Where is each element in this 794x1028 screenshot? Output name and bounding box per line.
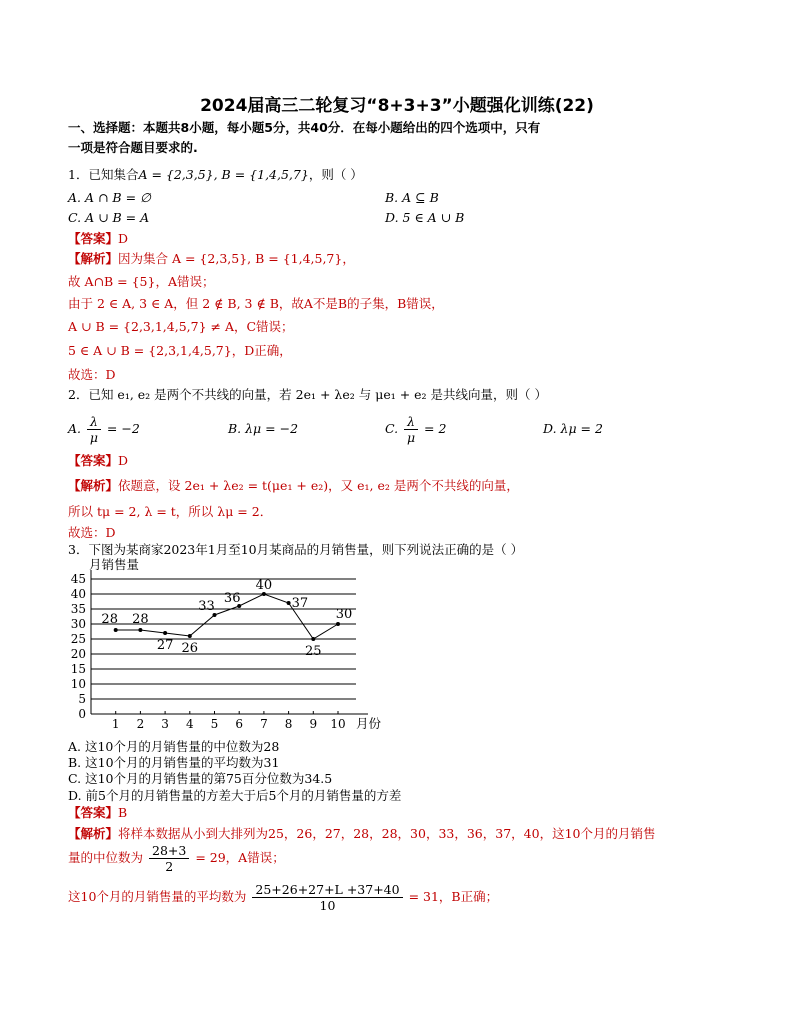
- y-tick-label: 10: [70, 677, 86, 691]
- q3-option-d: D. 前5个月的月销售量的方差大于后5个月的月销售量的方差: [68, 788, 402, 803]
- q1-analysis-2: 故 A∩B = {5}，A错误；: [68, 274, 215, 289]
- q1-option-a: A. A ∩ B = ∅: [68, 190, 151, 205]
- q3-answer: 【答案】B: [68, 805, 128, 820]
- y-axis-label: 月销售量: [89, 557, 140, 572]
- data-label: 28: [132, 612, 149, 627]
- q2-stem: 2．已知 e₁, e₂ 是两个不共线的向量，若 2e₁ + λe₂ 与 μe₁ + e₂ 是共线向量，则（ ）: [68, 387, 548, 402]
- x-tick-label: 8: [284, 717, 293, 731]
- q3-option-a: A. 这10个月的月销售量的中位数为28: [68, 739, 280, 754]
- x-tick-label: 7: [260, 717, 268, 731]
- q3-option-c: C. 这10个月的月销售量的第75百分位数为34.5: [68, 771, 333, 786]
- q2-analysis-1: 【解析】依题意，设 2e₁ + λe₂ = t(μe₁ + e₂)，又 e₁, e₂ 是两个不共线的向量，: [68, 478, 519, 493]
- y-tick-label: 25: [70, 632, 86, 646]
- data-point: [114, 628, 118, 632]
- y-tick-label: 35: [70, 602, 86, 616]
- x-tick-label: 5: [210, 717, 219, 731]
- data-point: [336, 622, 340, 626]
- y-tick-label: 20: [70, 647, 86, 661]
- x-tick-label: 3: [161, 717, 169, 731]
- q3-option-b: B. 这10个月的月销售量的平均数为31: [68, 755, 280, 770]
- y-tick-label: 40: [70, 587, 86, 601]
- q1-answer: 【答案】D: [68, 231, 129, 246]
- q1-option-b: B. A ⊆ B: [385, 190, 439, 205]
- data-label: 36: [223, 591, 241, 606]
- x-tick-label: 1: [111, 717, 120, 731]
- y-tick-label: 5: [78, 692, 86, 706]
- data-label: 30: [335, 607, 353, 622]
- data-label: 28: [101, 612, 118, 627]
- q1-analysis-5: 5 ∈ A ∪ B = {2,3,1,4,5,7}，D正确，: [68, 343, 292, 358]
- data-label: 27: [156, 638, 174, 653]
- q2-option-d: D. λμ = 2: [543, 421, 603, 436]
- y-tick-label: 45: [70, 572, 86, 586]
- q1-analysis-6: 故选：D: [68, 367, 116, 382]
- data-point: [163, 631, 167, 635]
- x-tick-label: 6: [235, 717, 244, 731]
- q1-stem: 1．已知集合A = {2,3,5}, B = {1,4,5,7}，则（ ）: [68, 167, 363, 182]
- data-point: [287, 601, 291, 605]
- data-point: [188, 634, 192, 638]
- data-label: 40: [255, 578, 273, 593]
- q2-analysis-2: 所以 tμ = 2, λ = t，所以 λμ = 2．: [68, 504, 273, 519]
- q3-analysis-2: 量的中位数为 $\frac{28+3}{2}$ = 29，A错误；: [68, 843, 285, 874]
- section-heading-2: 一项是符合题目要求的.: [68, 140, 198, 155]
- q3-analysis-1: 【解析】将样本数据从小到大排列为25，26，27，28，28，30，33，36，37，40，这10个月的月销售: [68, 826, 656, 841]
- y-tick-label: 0: [78, 707, 86, 721]
- section-heading: 一、选择题：本题共8小题，每小题5分，共40分．在每小题给出的四个选项中，只有: [68, 120, 541, 135]
- q1-option-d: D. 5 ∈ A ∪ B: [385, 210, 465, 225]
- q2-option-b: B. λμ = −2: [228, 421, 299, 436]
- y-tick-label: 15: [70, 662, 86, 676]
- data-point: [311, 637, 315, 641]
- q2-option-c: C. $\frac{\lambda}{\mu}$ = 2: [385, 414, 447, 445]
- document-title: 2024届高三二轮复习“8+3+3”小题强化训练(22): [200, 96, 594, 116]
- data-label: 37: [291, 596, 309, 611]
- q2-analysis-3: 故选：D: [68, 525, 116, 540]
- monthly-sales-chart: [68, 556, 398, 736]
- q3-stem: 3．下图为某商家2023年1月至10月某商品的月销售量，则下列说法正确的是（ ）: [68, 542, 524, 557]
- q1-analysis-4: A ∪ B = {2,3,1,4,5,7} ≠ A，C错误；: [68, 319, 294, 334]
- data-point: [138, 628, 142, 632]
- x-tick-label: 4: [185, 717, 194, 731]
- y-tick-label: 30: [70, 617, 86, 631]
- q2-option-a: A. $\frac{\lambda}{\mu}$ = −2: [68, 414, 140, 445]
- q1-option-c: C. A ∪ B = A: [68, 210, 150, 225]
- data-label: 25: [305, 644, 322, 659]
- q1-analysis-1: 【解析】因为集合 A = {2,3,5}, B = {1,4,5,7}，: [68, 251, 355, 266]
- x-tick-label: 2: [136, 717, 145, 731]
- q3-analysis-3: 这10个月的月销售量的平均数为 $\frac{25+26+27+L +37+40}{10}$ = 31，B正确；: [68, 882, 499, 913]
- x-tick-label: 10: [330, 717, 346, 731]
- data-label: 33: [198, 599, 215, 614]
- q2-answer: 【答案】D: [68, 453, 129, 468]
- x-axis-label: 月份: [356, 716, 382, 731]
- data-label: 26: [181, 641, 199, 656]
- x-tick-label: 9: [309, 717, 318, 731]
- q1-analysis-3: 由于 2 ∈ A, 3 ∈ A，但 2 ∉ B, 3 ∉ B，故A不是B的子集，B错误，: [68, 296, 444, 311]
